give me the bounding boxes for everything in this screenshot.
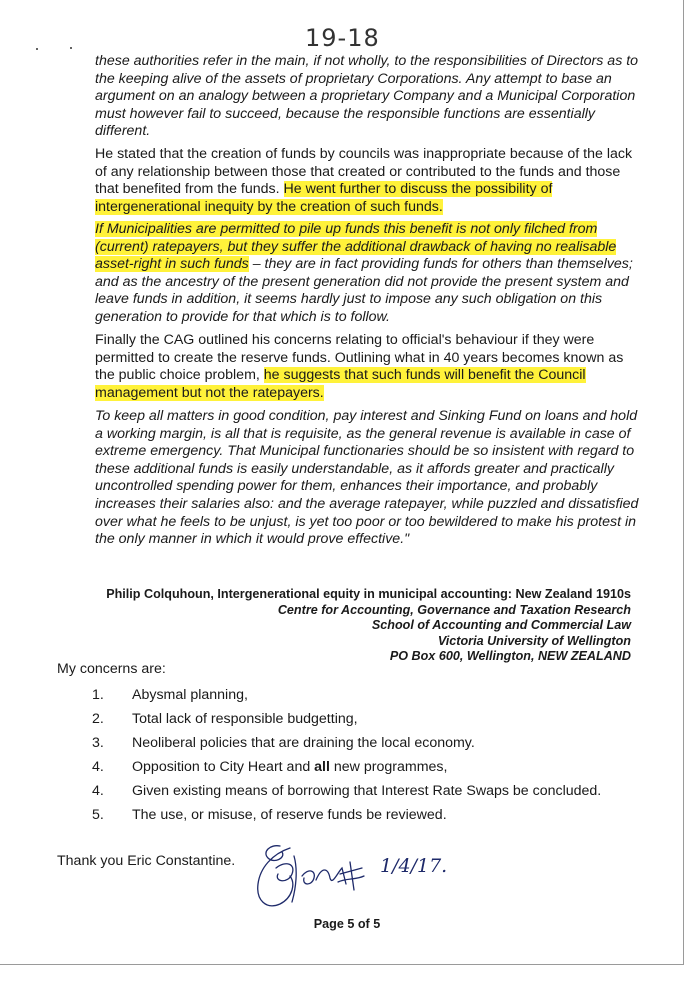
list-item-number: 3.: [92, 735, 104, 751]
list-item-text: Given existing means of borrowing that Interest Rate Swaps be concluded.: [132, 783, 602, 799]
page-number: Page 5 of 5: [313, 917, 381, 931]
list-item: [92, 710, 601, 734]
list-item-text: The use, or misuse, of reserve funds be reviewed.: [132, 807, 447, 823]
list-item: [92, 686, 601, 710]
paragraph-4-text: Finally the CAG outlined his concerns relating to official's behaviour if they were permitted to create the reserve funds. Outlining what in 40 years becomes known as the public choice problem,: [95, 332, 624, 384]
quote-paragraph-3-highlight: If Municipalities are permitted to pile up funds this benefit is not only filched from (current) ratepayers, but they suffer the additional drawback of having no realisable asset-right in such funds: [95, 221, 617, 273]
citation-centre: Centre for Accounting, Governance and Taxation Research: [277, 602, 631, 617]
list-item-text: new programmes,: [329, 759, 448, 775]
citation-university: Victoria University of Wellington: [437, 633, 631, 648]
scan-speck: [70, 47, 72, 49]
concerns-list: [92, 686, 601, 830]
list-item: [92, 782, 601, 806]
paragraph-2: [95, 146, 640, 216]
quote-paragraph-3-text: – they are in fact providing funds for others than themselves; and as the ancestry of the present generation did not provide the present system and leave funds in addition, it seems hardly just to impose any such obligation on this generation to provide for that which is to follow.: [95, 256, 633, 325]
citation-author-title: Philip Colquhoun, Intergenerational equity in municipal accounting: New Zealand 1910s: [106, 587, 631, 601]
list-item-number: 4.: [92, 783, 104, 799]
quote-paragraph-3: [95, 221, 640, 327]
list-item-emphasis: all: [314, 759, 330, 775]
list-item-text: Total lack of responsible budgetting,: [132, 711, 358, 727]
list-item: [92, 734, 601, 758]
list-item-text: Abysmal planning,: [132, 687, 248, 703]
list-item: [92, 758, 601, 782]
handwritten-signature: [252, 838, 452, 918]
concerns-title: My concerns are:: [57, 661, 166, 677]
list-item-number: 1.: [92, 687, 104, 703]
scan-speck: [36, 48, 38, 50]
page-edge-bottom: [0, 964, 684, 965]
citation-school: School of Accounting and Commercial Law: [371, 618, 631, 633]
handwritten-reference: 19-18: [305, 24, 380, 52]
closing-line: Thank you Eric Constantine.: [57, 853, 236, 869]
citation-block: [106, 587, 631, 665]
paragraph-2-highlight: He went further to discuss the possibility of intergenerational inequity by the creation of such funds.: [95, 181, 553, 215]
list-item-number: 4.: [92, 759, 104, 775]
paragraph-2-text: He stated that the creation of funds by councils was inappropriate because of the lack of any relationship between those that created or contributed to the funds and those that benefited from the funds.: [95, 146, 633, 198]
list-item-number: 5.: [92, 807, 104, 823]
citation-address: PO Box 600, Wellington, NEW ZEALAND: [389, 649, 631, 664]
list-item-number: 2.: [92, 711, 104, 727]
list-item-text: Neoliberal policies that are draining the local economy.: [132, 735, 475, 751]
list-item-text: Opposition to City Heart and: [132, 759, 315, 775]
page-edge-right: [683, 0, 684, 965]
signature-date: 1/4/17.: [380, 855, 448, 877]
quote-paragraph-1: these authorities refer in the main, if not wholly, to the responsibilities of Directors as to the keeping alive of the assets of proprietary Corporations. Any attempt to base an argument on an analogy between a proprietary Company and a Municipal Corporation must however fail to succeed, because the responsible functions are essentially different.: [95, 53, 639, 140]
quote-paragraph-5: To keep all matters in good condition, pay interest and Sinking Fund on loans and hold a working margin, is all that is requisite, as the general revenue is available in case of extreme emergency. That Municipal functionaries should be so insistent with regard to these additional funds is easily understandable, as it affords greater and practically uncontrolled spending power for them, enhances their importance, and probably increases their salaries also: and the average ratepayer, while puzzled and dissatisfied over what he feels to be unjust, is yet too poor or too bewildered to make his protest in the only manner in which it would prove effective.": [95, 408, 639, 548]
list-item: [92, 806, 601, 830]
paragraph-4: [95, 332, 640, 402]
paragraph-4-highlight: he suggests that such funds will benefit the Council management but not the ratepayers.: [95, 367, 586, 401]
